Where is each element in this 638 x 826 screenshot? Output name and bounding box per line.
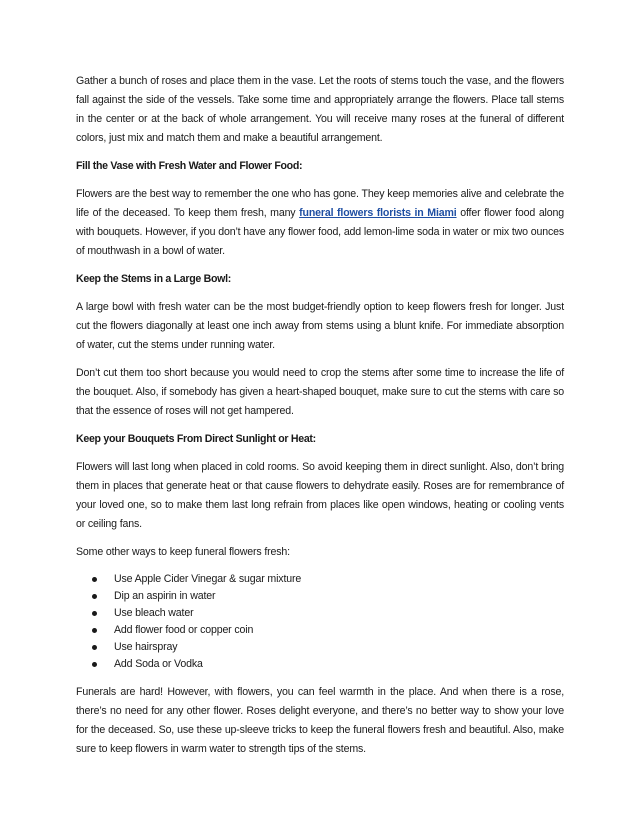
bullet-icon <box>92 628 97 633</box>
section-heading-large-bowl: Keep the Stems in a Large Bowl: <box>76 273 231 285</box>
large-bowl-paragraph: A large bowl with fresh water can be the most budget-friendly option to keep flowers fresh for longer. Just cut the flowers diagonally at least one inch away from stems using a blunt knife. For immediate absorption of water, cut the stems under running water. <box>76 301 564 351</box>
list-item-text: Use hairspray <box>114 641 178 653</box>
list-item <box>92 656 564 673</box>
tips-list <box>76 571 564 673</box>
bullet-icon <box>92 662 97 667</box>
list-item-text: Use Apple Cider Vinegar & sugar mixture <box>114 573 302 585</box>
closing-paragraph: Funerals are hard! However, with flowers, you can feel warmth in the place. And when there is a rose, there’s no need for any other flower. Roses delight everyone, and there’s no better way to show your love for the deceased. So, use these up-sleeve tricks to keep the funeral flowers fresh and beautiful. Also, make sure to keep flowers in warm water to strength tips of the stems. <box>76 686 564 755</box>
list-item <box>92 639 564 656</box>
bullet-icon <box>92 645 97 650</box>
list-item-text: Dip an aspirin in water <box>114 590 216 602</box>
document-body <box>76 72 564 768</box>
list-item <box>92 571 564 588</box>
bullet-icon <box>92 594 97 599</box>
sunlight-paragraph: Flowers will last long when placed in cold rooms. So avoid keeping them in direct sunlight. Also, don’t bring them in places that generate heat or that cause flowers to dehydrate easily. Roses are for remembrance of your loved one, so to make them last long refrain from places like open windows, heating or cooling vents or ceiling fans. <box>76 461 564 530</box>
list-item <box>92 622 564 639</box>
fill-vase-text-after: offer flower food along with bouquets. However, if you don’t have any flower food, add lemon-lime soda in water or mix two ounces of mouthwash in a bowl of water. <box>76 207 564 257</box>
intro-paragraph: Gather a bunch of roses and place them in the vase. Let the roots of stems touch the vase, and the flowers fall against the side of the vessels. Take some time and appropriately arrange the flowers. Place tall stems in the center or at the back of whole arrangement. You will receive many roses at the funeral of different colors, just mix and match them and make a beautiful arrangement. <box>76 75 564 144</box>
list-item-text: Use bleach water <box>114 607 194 619</box>
florists-link[interactable]: funeral flowers florists in Miami <box>299 207 457 219</box>
section-heading-sunlight: Keep your Bouquets From Direct Sunlight or Heat: <box>76 433 316 445</box>
bullet-icon <box>92 577 97 582</box>
fill-vase-text-before: Flowers are the best way to remember the one who has gone. They keep memories alive and celebrate the life of the deceased. To keep them fresh, many <box>76 188 564 219</box>
bullet-icon <box>92 611 97 616</box>
list-intro: Some other ways to keep funeral flowers fresh: <box>76 546 290 558</box>
fill-vase-paragraph <box>76 185 564 261</box>
list-item <box>92 588 564 605</box>
list-item <box>92 605 564 622</box>
section-heading-fill-vase: Fill the Vase with Fresh Water and Flower Food: <box>76 160 303 172</box>
list-item-text: Add Soda or Vodka <box>114 658 203 670</box>
cut-stems-paragraph: Don’t cut them too short because you would need to crop the stems after some time to increase the life of the bouquet. Also, if somebody has given a heart-shaped bouquet, make sure to cut the stems with care so that the essence of roses will not get hampered. <box>76 367 564 417</box>
list-item-text: Add flower food or copper coin <box>114 624 254 636</box>
